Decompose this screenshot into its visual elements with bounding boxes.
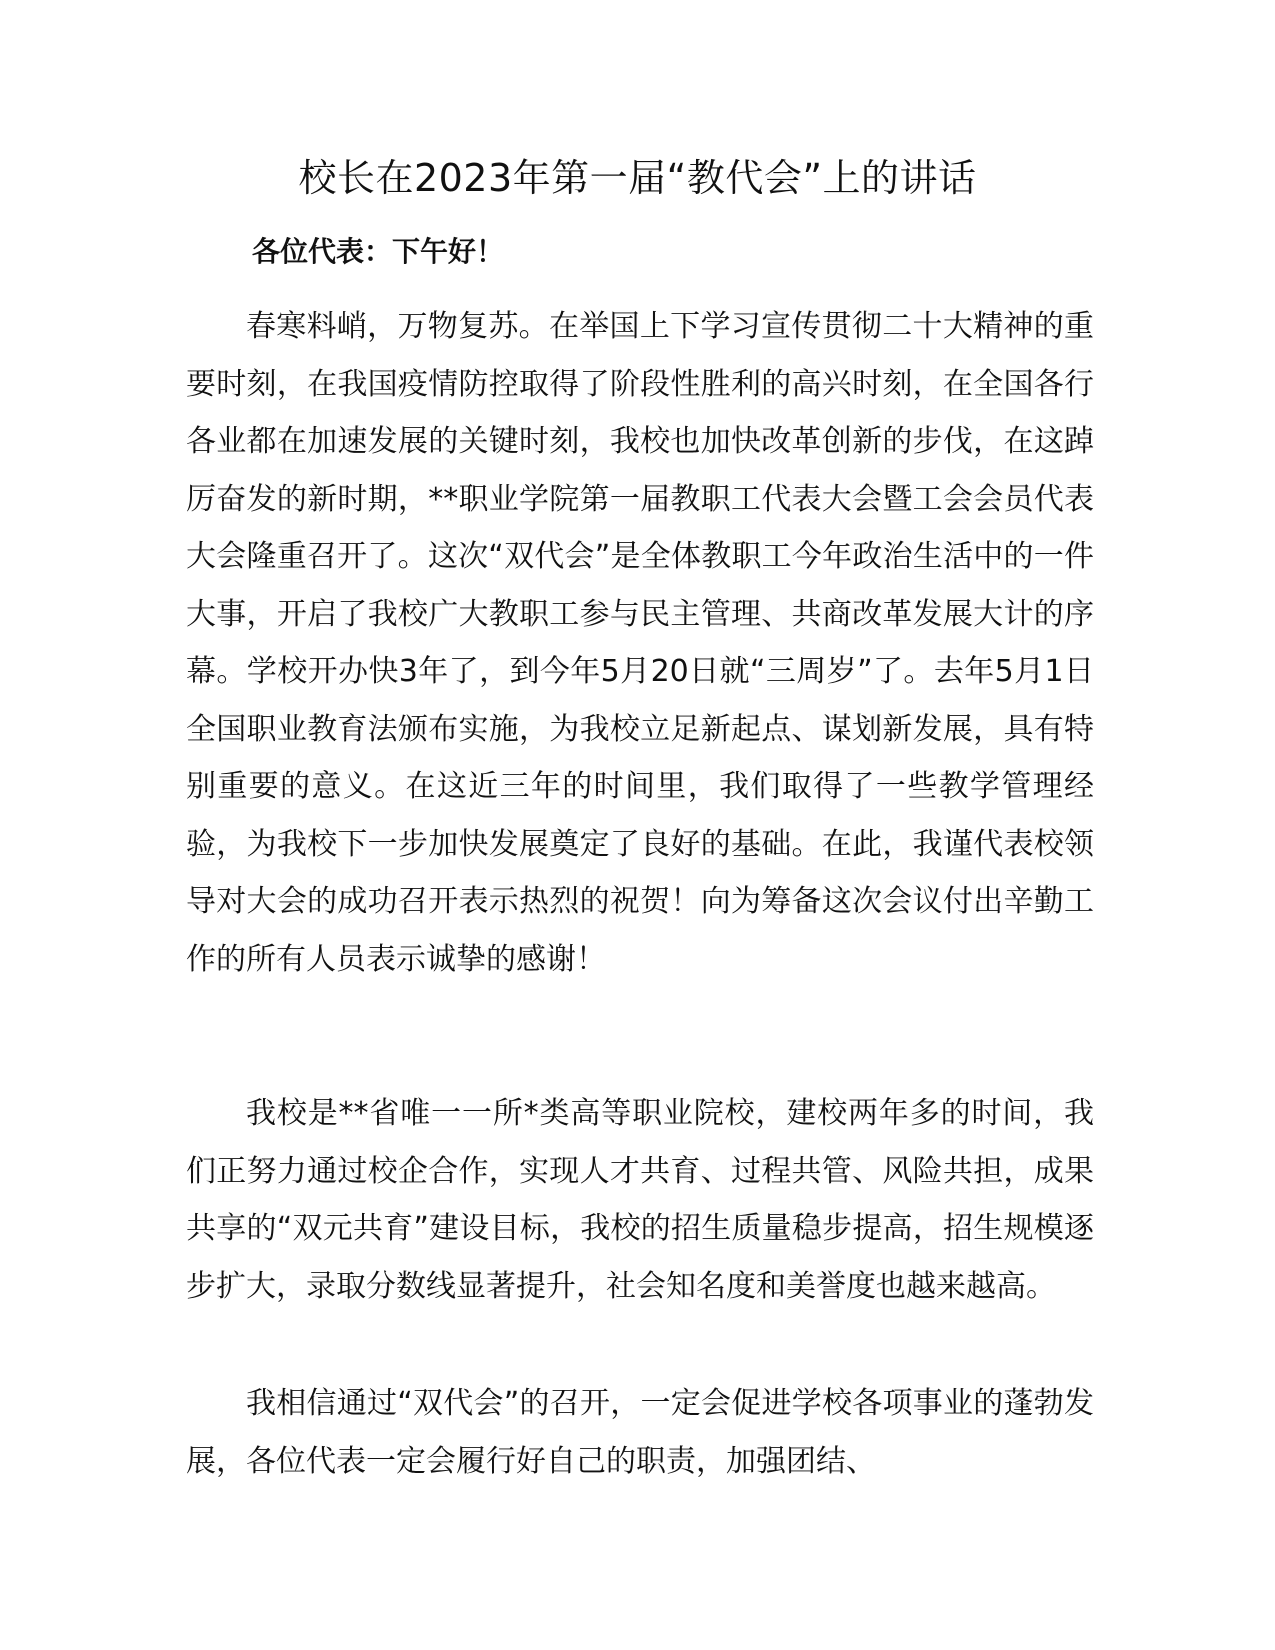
paragraph-expectation: 我相信通过“双代会”的召开，一定会促进学校各项事业的蓬勃发展，各位代表一定会履行好自己的职责，加强团结、 [186, 1386, 1094, 1479]
greeting: 各位代表：下午好！ [252, 235, 505, 268]
paragraph-school-overview: 我校是**省唯一一所*类高等职业院校，建校两年多的时间，我们正努力通过校企合作，实现人才共育、过程共管、风险共担，成果共享的“双元共育”建设目标，我校的招生质量稳步提高，招生规模逐步扩大，录取分数线显著提升，社会知名度和美誉度也越来越高。 [186, 1096, 1094, 1304]
speech-title: 校长在2023年第一届“教代会”上的讲话 [298, 156, 977, 200]
paragraph-intro: 春寒料峭，万物复苏。在举国上下学习宣传贯彻二十大精神的重要时刻，在我国疫情防控取得了阶段性胜利的高兴时刻，在全国各行各业都在加速发展的关键时刻，我校也加快改革创新的步伐，在这踔厉奋发的新时期，**职业学院第一届教职工代表大会暨工会会员代表大会隆重召开了。这次“双代会”是全体教职工今年政治生活中的一件大事，开启了我校广大教职工参与民主管理、共商改革发展大计的序幕。学校开办快3年了，到今年5月20日就“三周岁”了。去年5月1日全国职业教育法颁布实施，为我校立足新起点、谋划新发展，具有特别重要的意义。在这近三年的时间里，我们取得了一些教学管理经验，为我校下一步加快发展奠定了良好的基础。在此，我谨代表校领导对大会的成功召开表示热烈的祝贺！向为筹备这次会议付出辛勤工作的所有人员表示诚挚的感谢！ [186, 309, 1094, 977]
